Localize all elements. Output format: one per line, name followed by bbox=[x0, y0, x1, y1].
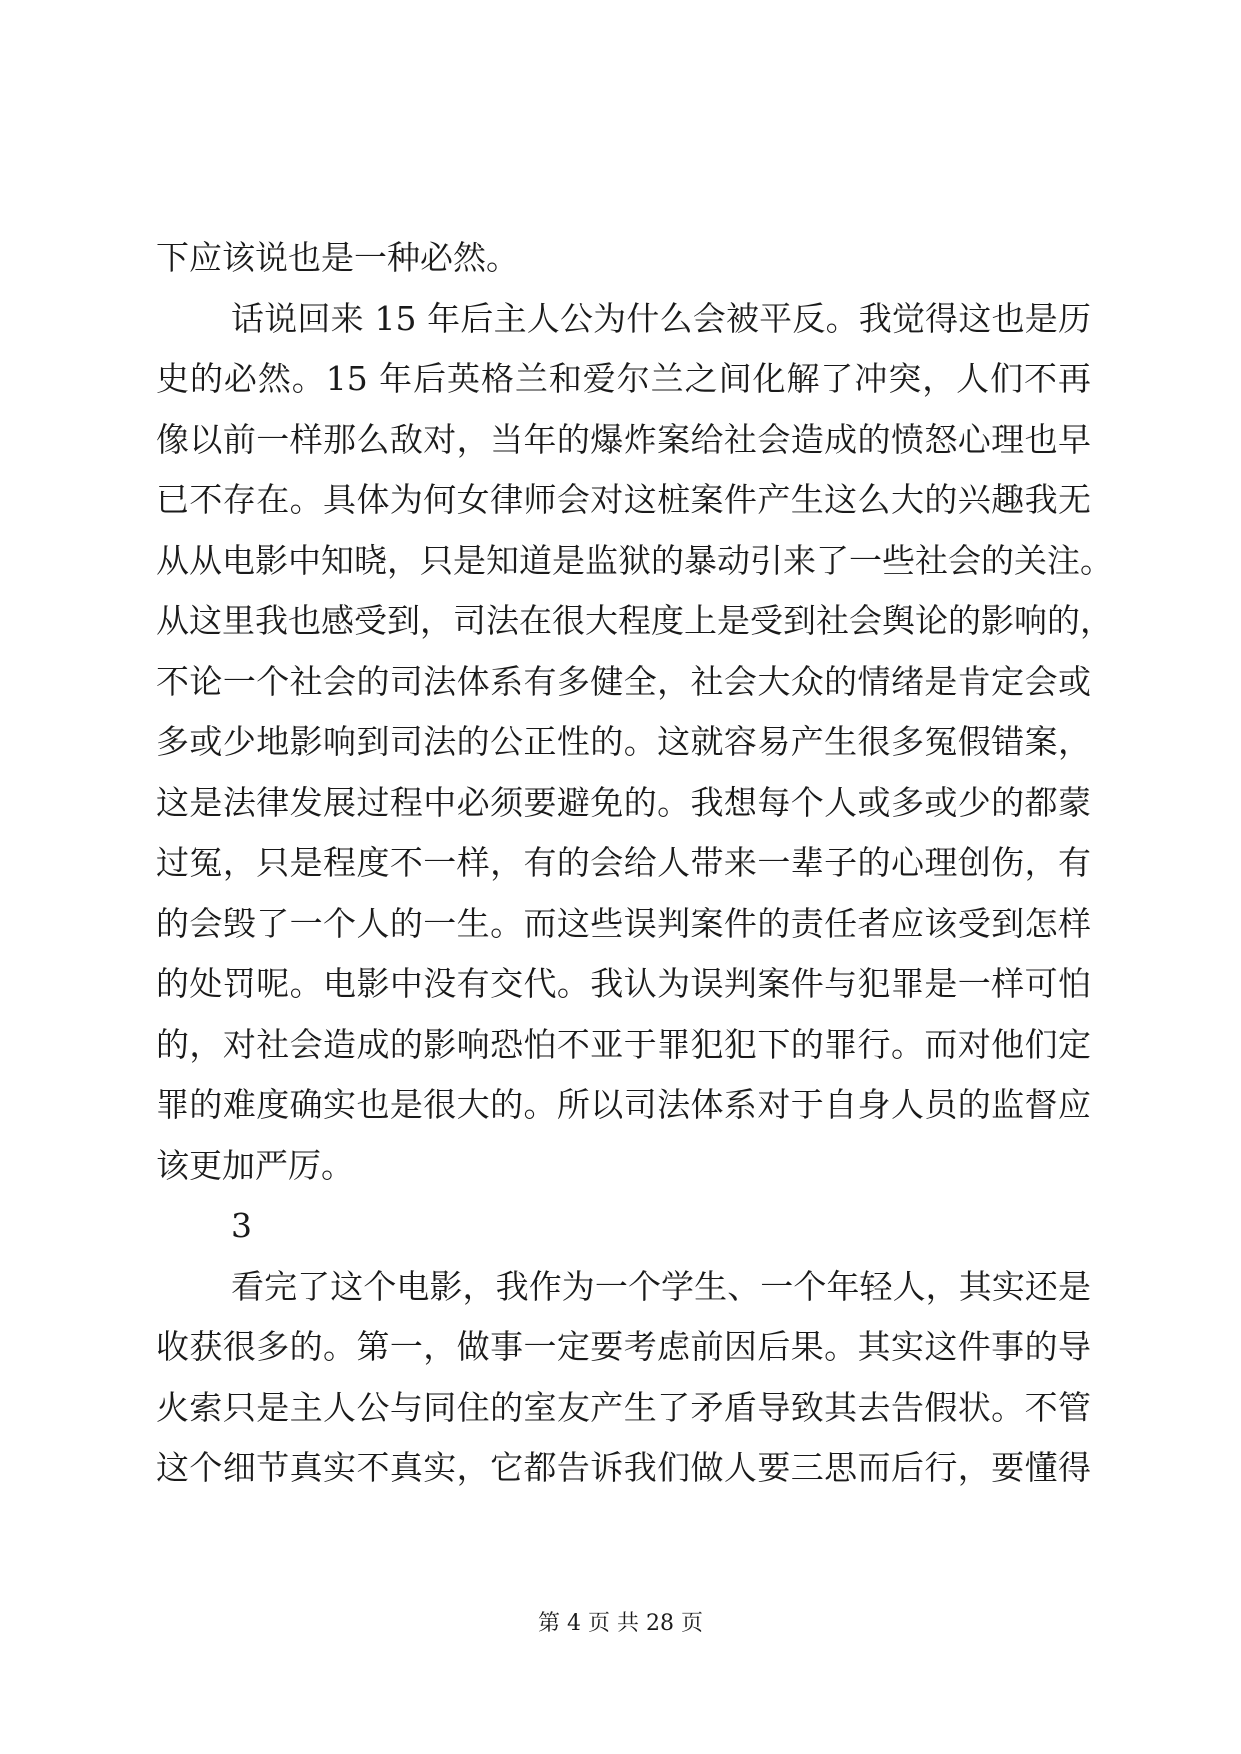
text-line: 的处罚呢。电影中没有交代。我认为误判案件与犯罪是一样可怕 bbox=[156, 964, 1091, 1003]
text-line: 3 bbox=[231, 1206, 252, 1245]
page-footer: 第 4 页 共 28 页 bbox=[538, 1611, 703, 1636]
text-line: 下应该说也是一种必然。 bbox=[156, 238, 519, 277]
text-line: 火索只是主人公与同住的室友产生了矛盾导致其去告假状。不管 bbox=[156, 1387, 1091, 1427]
text-line: 过冤，只是程度不一样，有的会给人带来一辈子的心理创伤，有 bbox=[156, 843, 1091, 882]
text-line: 话说回来 15 年后主人公为什么会被平反。我觉得这也是历 bbox=[231, 298, 1091, 338]
text-line: 多或少地影响到司法的公正性的。这就容易产生很多冤假错案， bbox=[156, 722, 1091, 761]
text-line: 该更加严厉。 bbox=[156, 1145, 354, 1185]
text-line: 这是法律发展过程中必须要避免的。我想每个人或多或少的都蒙 bbox=[156, 782, 1091, 822]
body-text bbox=[156, 228, 1113, 1499]
text-line: 从从电影中知晓，只是知道是监狱的暴动引来了一些社会的关注。 bbox=[156, 540, 1113, 580]
text-line: 从这里我也感受到，司法在很大程度上是受到社会舆论的影响的， bbox=[156, 601, 1113, 640]
text-line: 罪的难度确实也是很大的。所以司法体系对于自身人员的监督应 bbox=[156, 1085, 1091, 1124]
text-line: 这个细节真实不真实，它都告诉我们做人要三思而后行，要懂得 bbox=[156, 1448, 1091, 1487]
text-line: 已不存在。具体为何女律师会对这桩案件产生这么大的兴趣我无 bbox=[156, 480, 1091, 519]
text-line: 的，对社会造成的影响恐怕不亚于罪犯犯下的罪行。而对他们定 bbox=[156, 1024, 1091, 1064]
text-line: 收获很多的。第一，做事一定要考虑前因后果。其实这件事的导 bbox=[156, 1327, 1091, 1366]
text-line: 的会毁了一个人的一生。而这些误判案件的责任者应该受到怎样 bbox=[156, 903, 1091, 943]
text-line: 不论一个社会的司法体系有多健全，社会大众的情绪是肯定会或 bbox=[156, 661, 1091, 701]
text-line: 史的必然。15 年后英格兰和爱尔兰之间化解了冲突，人们不再 bbox=[156, 359, 1091, 398]
text-line: 看完了这个电影，我作为一个学生、一个年轻人，其实还是 bbox=[231, 1266, 1091, 1306]
text-line: 像以前一样那么敌对，当年的爆炸案给社会造成的愤怒心理也早 bbox=[156, 419, 1091, 459]
